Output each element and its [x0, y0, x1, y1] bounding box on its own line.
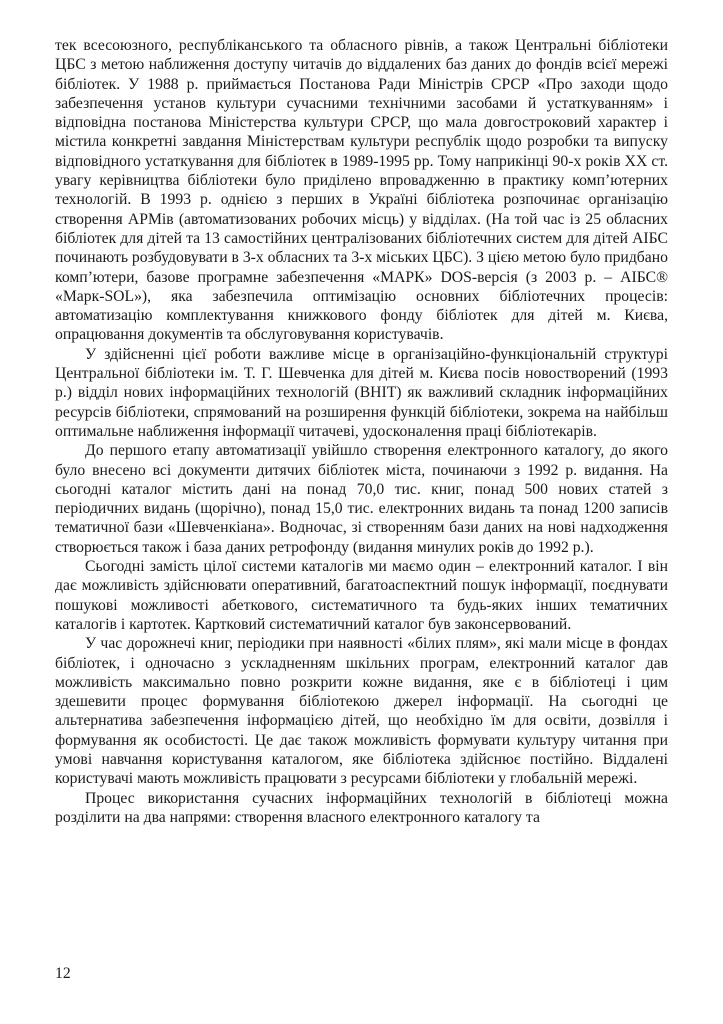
paragraph-2: У здійсненні цієї роботи важливе місце в організаційно-функціональній структурі Центральної бібліотеки ім. Т. Г. Шевченка для дітей м. Києва посів новостворений (1993 р.) відділ нових інформаційних технологій (ВНІТ) як важливий складник інформаційних ресурсів бібліотеки, спрямований на розширення функцій бібліотеки, зокрема на найбільш оптимальне наближення інформації читачеві, удосконалення праці бібліотекарів.	[55, 345, 668, 440]
page-body	[55, 36, 668, 827]
paragraph-6: Процес використання сучасних інформаційних технологій в бібліотеці можна розділити на два напрями: створення власного електронного каталогу та	[55, 789, 668, 826]
paragraph-4: Сьогодні замість цілої системи каталогів ми маємо один – електронний каталог. І він дає можливість здійснювати оперативний, багатоаспектний пошук інформації, поєднувати пошукові можливості абеткового, систематичного та будь-яких інших тематичних каталогів і картотек. Картковий систематичний каталог був законсервований.	[55, 558, 668, 633]
paragraph-5: У час дорожнечі книг, періодики при наявності «білих плям», які мали місце в фондах бібліотек, і одночасно з ускладненням шкільних програм, електронний каталог дав можливість максимально повно розкрити кожне видання, яке є в бібліотеці і цим здешевити процес формування бібліотекою джерел інформації. На сьогодні це альтернатива забезпечення інформацією дітей, що необхідно їм для освіти, дозвілля і формування як особистості. Це дає також можливість формувати культуру читання при умові навчання користування каталогом, яке бібліотека здійснює постійно. Віддалені користувачі мають можливість працювати з ресурсами бібліотеки у глобальній мережі.	[55, 635, 668, 788]
paragraph-3: До першого етапу автоматизації увійшло створення електронного каталогу, до якого було внесено всі документи дитячих бібліотек міста, починаючи з 1992 р. видання. На сьогодні каталог містить дані на понад 70,0 тис. книг, понад 500 нових статей з періодичних видань (щорічно), понад 15,0 тис. електронних видань та понад 1200 записів тематичної бази «Шевченкіана». Водночас, зі створенням бази даних на нові надходження створюється також і база даних ретрофонду (видання минулих років до 1992 р.).	[55, 442, 668, 556]
paragraph-1: тек всесоюзного, республіканського та обласного рівнів, а також Центральні бібліотеки ЦБС з метою наближення доступу читачів до віддалених баз даних до фондів всієї мережі бібліотек. У 1988 р. приймається Постанова Ради Міністрів СРСР «Про заходи щодо забезпечення установ культури сучасними технічними засобами й устаткуванням» і відповідна постанова Міністерства культури СРСР, що мала довгостроковий характер і містила конкретні завдання Міністерствам культури республік щодо розробки та випуску відповідного устаткування для бібліотек в 1989-1995 рр. Тому наприкінці 90-х років XX ст. увагу керівництва бібліотеки було приділено впровадженню в практику комп’ютерних технологій. В 1993 р. однією з перших в Україні бібліотека розпочинає організацію створення АРМів (автоматизованих робочих місць) у відділах. (На той час із 25 обласних бібліотек для дітей та 13 самостійних централізованих бібліотечних систем для дітей АІБС починають розбудовувати в 3-х обласних та 3-х міських ЦБС). З цією метою було придбано комп’ютери, базове програмне забезпечення «МАРК» DOS-версія (з 2003 р. – АІБС® «Марк-SOL»), яка забезпечила оптимізацію основних бібліотечних процесів: автоматизацію комплектування книжкового фонду бібліотек для дітей м. Києва, опрацювання документів та обслуговування користувачів.	[55, 37, 668, 344]
page-number: 12	[55, 965, 71, 982]
